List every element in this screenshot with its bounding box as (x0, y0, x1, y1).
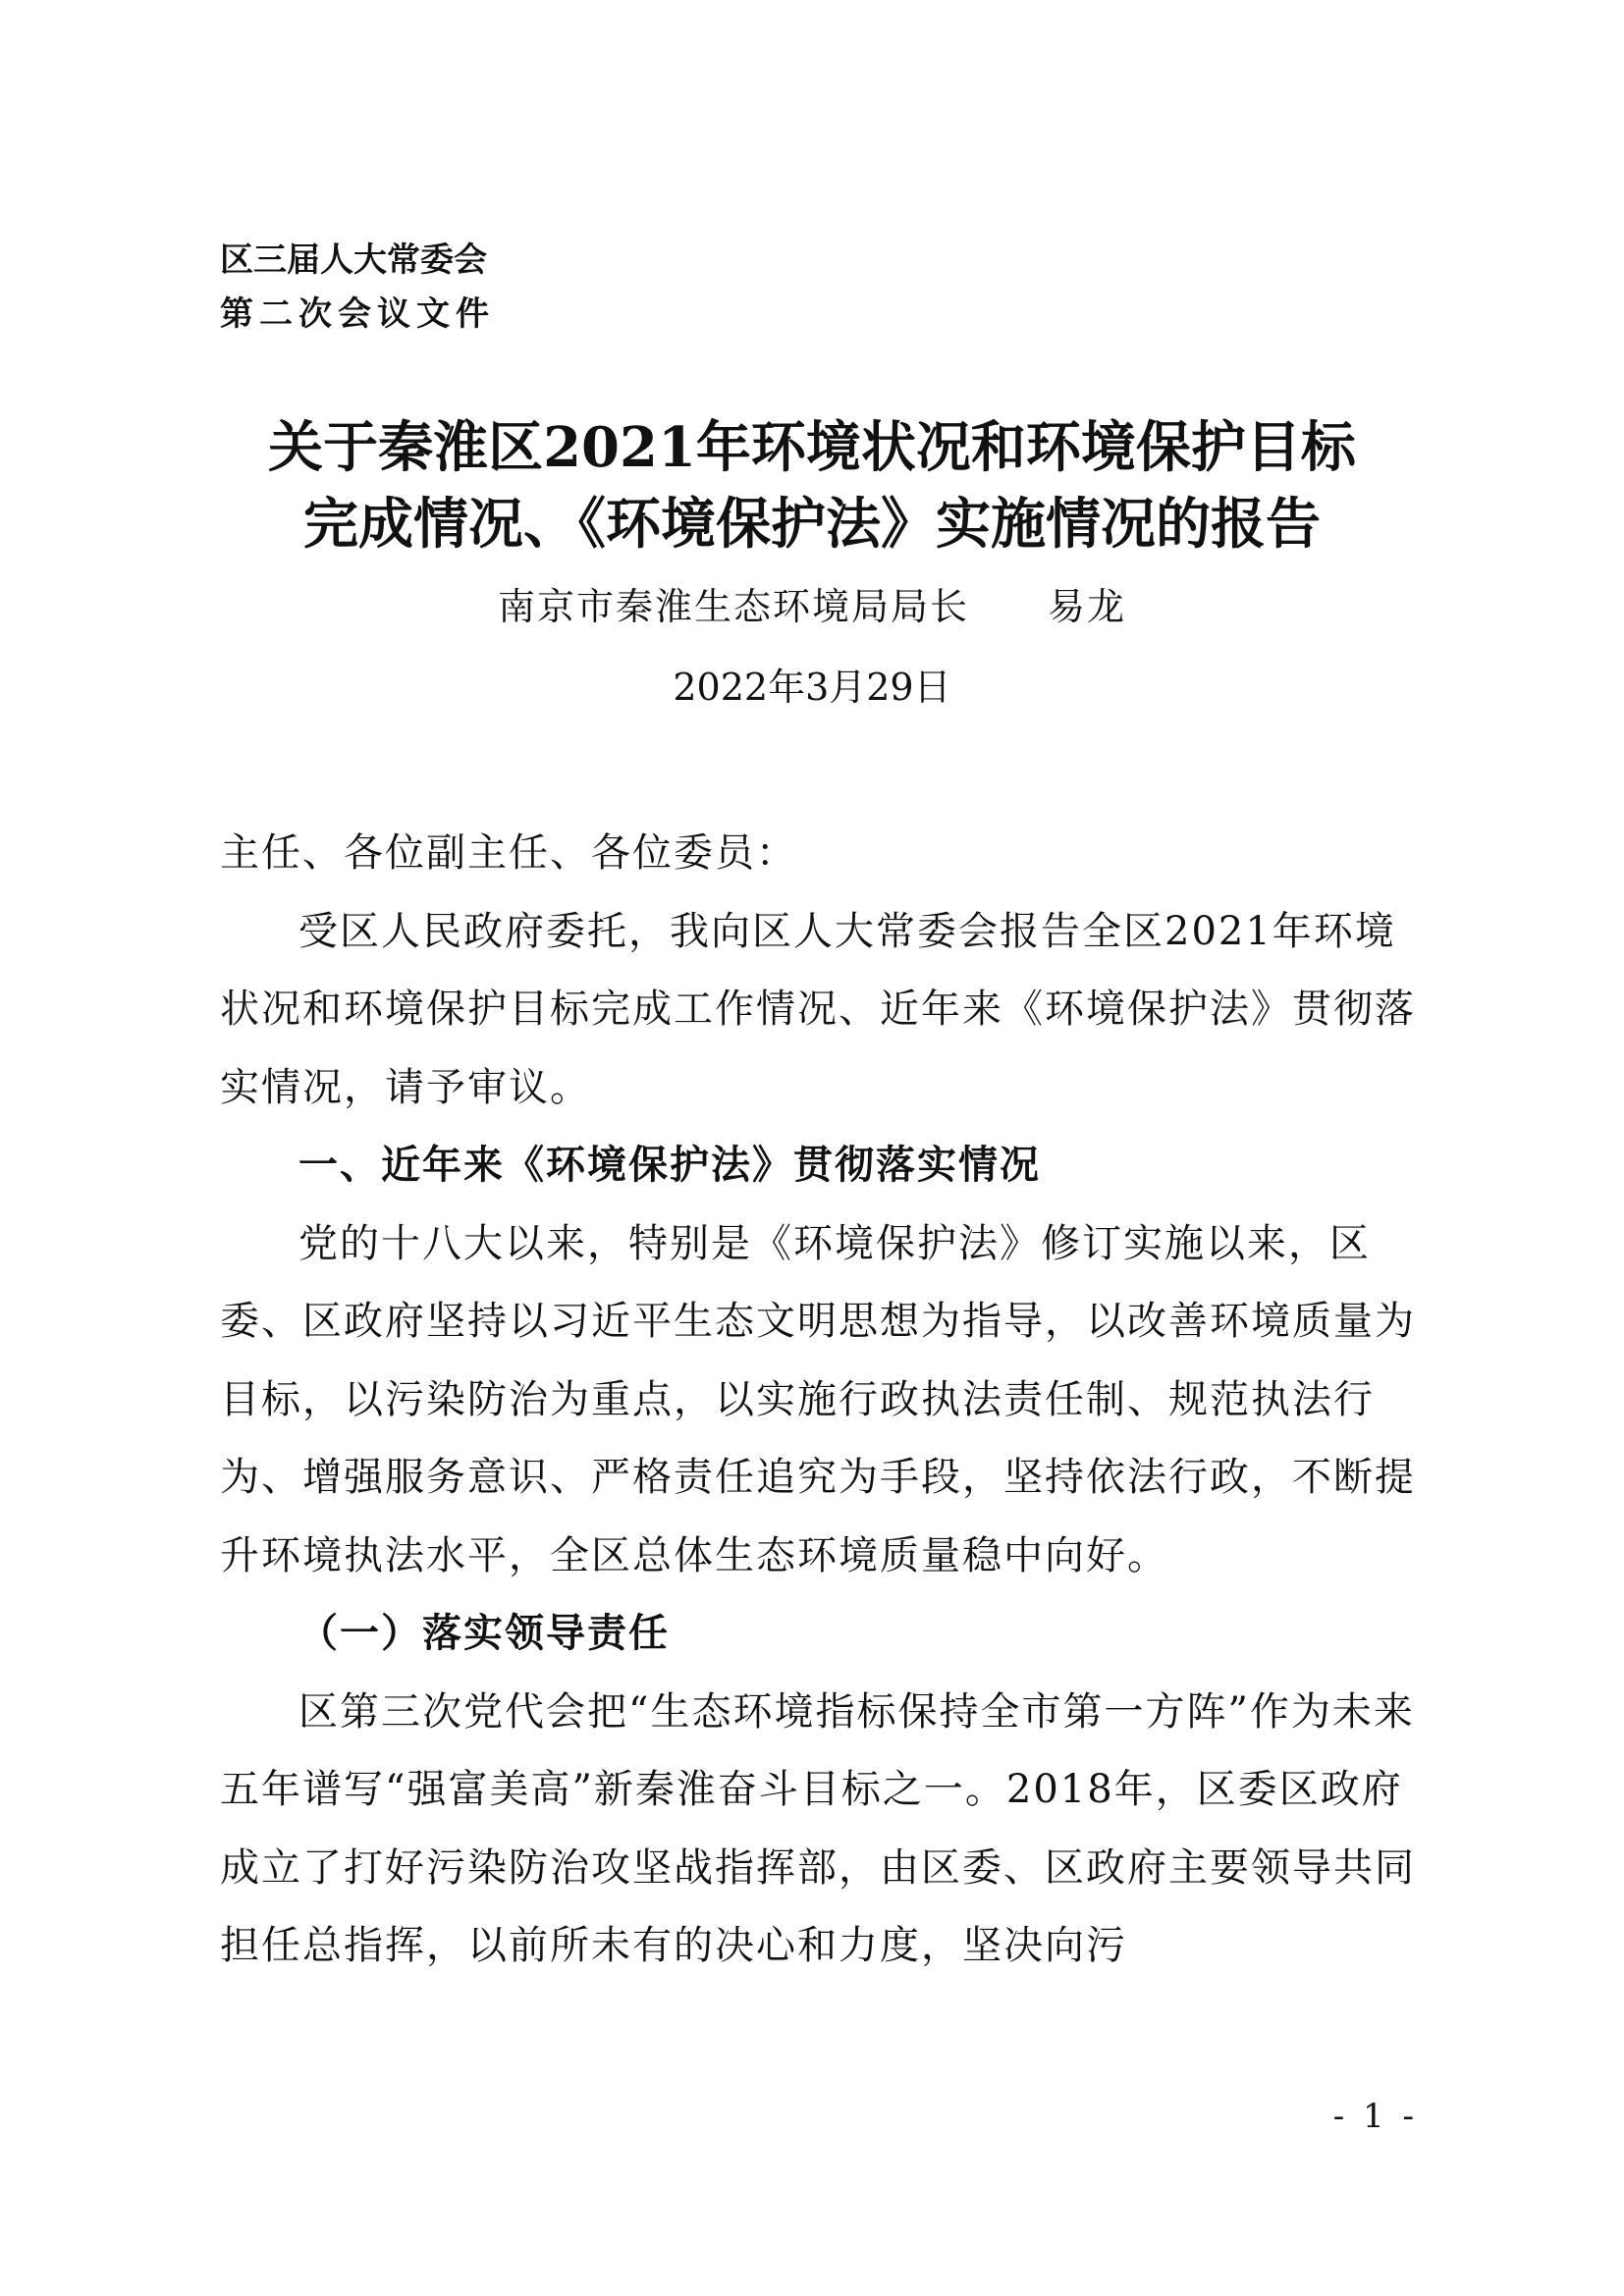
report-title-line-1: 关于秦淮区2021年环境状况和环境保护目标 (268, 415, 1356, 480)
section-1-paragraph: 党的十八大以来，特别是《环境保护法》修订实施以来，区委、区政府坚持以习近平生态文明思想为指导，以改善环境质量为目标，以污染防治为重点，以实施行政执法责任制、规范执法行为、增强服务意识、严格责任追究为手段，坚持依法行政，不断提升环境执法水平，全区总体生态环境质量稳中向好。 (220, 1220, 1416, 1578)
section-1-heading: 一、近年来《环境保护法》贯彻落实情况 (298, 1143, 1041, 1188)
intro-paragraph: 受区人民政府委托，我向区人大常委会报告全区2021年环境状况和环境保护目标完成工作情况、近年来《环境保护法》贯彻落实情况，请予审议。 (220, 908, 1416, 1110)
subsection-1-paragraph: 区第三次党代会把“生态环境指标保持全市第一方阵”作为未来五年谱写“强富美高”新秦淮奋斗目标之一。2018年，区委区政府成立了打好污染防治攻坚战指挥部，由区委、区政府主要领导共同担任总指挥，以前所未有的决心和力度，坚决向污 (220, 1688, 1416, 1968)
header-line-2: 第二次会议文件 (220, 294, 495, 334)
report-body (220, 815, 1420, 1986)
document-header (220, 234, 495, 342)
salutation: 主任、各位副主任、各位委员： (220, 830, 797, 876)
page-number: - 1 - (1332, 2097, 1418, 2136)
header-line-1: 区三届人大常委会 (220, 240, 487, 280)
report-title-line-2: 完成情况、《环境保护法》实施情况的报告 (303, 492, 1321, 557)
author-line: 南京市秦淮生态环境局局长 易龙 (497, 585, 1126, 628)
report-date: 2022年3月29日 (673, 666, 951, 709)
subsection-1-heading: （一）落实领导责任 (298, 1611, 670, 1656)
